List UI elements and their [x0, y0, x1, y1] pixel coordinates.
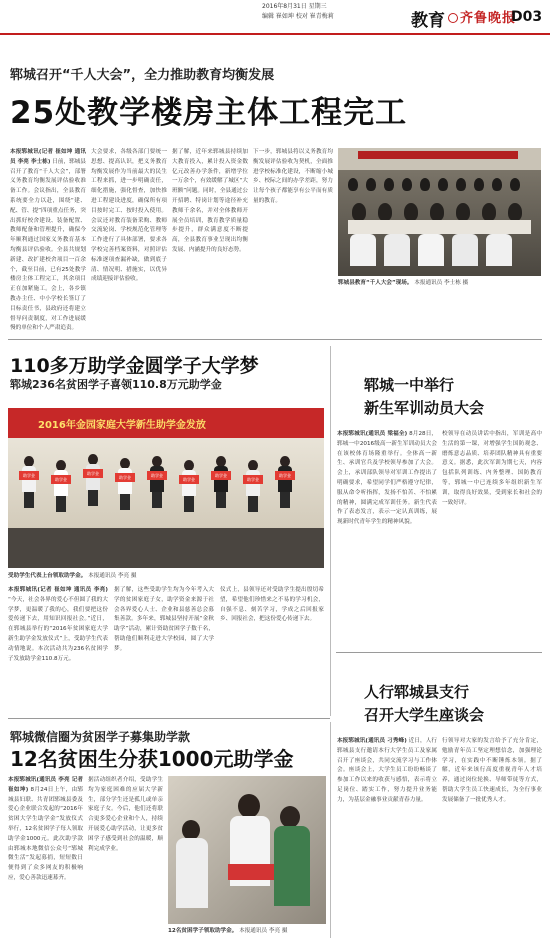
article1-column-2 [91, 148, 167, 332]
section-divider-2 [8, 718, 330, 719]
article4-photo [168, 776, 326, 924]
article1-kicker: 郓城召开“千人大会”，全力推助教育均衡发展 [10, 68, 275, 83]
logo-seal-icon [448, 13, 458, 23]
article4-col2-text: 据活动组织者介绍，受助学生均为家庭困难的应届大学新生，部分学生还是孤儿或单亲家庭子女。今后，他们还将联合更多爱心企业和个人，持续开展爱心助学活动，让更多贫困学子感受到社会的温暖，顺利完成学业。 [88, 777, 163, 852]
article4-photo-caption [168, 927, 328, 935]
article1-headline: 25处教学楼房主体工程完工 [10, 95, 408, 131]
article2-caption-credit: 本报通讯员 李亮 摄 [88, 573, 137, 579]
article5-headline-line2: 召开大学生座谈会 [364, 706, 485, 724]
article1-col4-text: 下一步，郓城县将以义务教育均衡发展评估验收为契机，全面推进学校标准化建设，不断缩小城乡、校际之间的办学差距，努力让每个孩子都能享有公平而有质量的教育。 [253, 149, 333, 204]
masthead-rule [0, 33, 550, 35]
article3-column-2 [442, 430, 542, 644]
column-divider-right [330, 346, 331, 716]
article4-byline: 本报郓城讯(通讯员 李亮 记者 崔如坤) [8, 777, 83, 793]
logo-text: 齐鲁晚报 [460, 11, 517, 26]
article2-col2-text: 据了解，这些受助学生均为今年考入大学的贫困家庭子女，助学资金来源于社会各界爱心人士、企业和县慈善总会募集善款。多年来，郓城县坚持开展“金秋助学”活动，累计资助贫困学子数千名，帮助他们顺利走进大学校园，圆了大学梦。 [114, 587, 214, 652]
article5-byline: 本报郓城讯(通讯员 刁秀峰) [337, 738, 407, 744]
newspaper-logo [448, 7, 516, 26]
article5-column-1 [337, 737, 437, 935]
article4-headline: 12名贫困生分获1000元助学金 [10, 747, 294, 771]
article2-photo: 2016年金园家庭大学新生助学金发放 助学金 助学金 助学金 助学金 助学金 助学金 助学金 助学金 助学金 [8, 408, 324, 568]
article1-caption-credit: 本报通讯员 李士栋 摄 [414, 280, 469, 286]
article5-col1-text: 近日，人行郓城县支行邀请本行大学生员工及家属召开了座谈会，共同交流学习与工作体会。座谈会上，大学生员工纷纷畅谈了参加工作以来的收获与感悟，表示将立足岗位、踏实工作，努力提升业务能力，为基层金融事业贡献青春力量。 [337, 738, 437, 803]
article1-photo [338, 148, 541, 276]
article3-col2-text: 校领导在动员讲话中指出，军训是高中生活的第一课，对增强学生国防观念、磨炼意志品质、培养团队精神具有重要意义。据悉，此次军训为期七天，内容包括队列训练、内务整理、国防教育等，郓城一中已连续多年组织新生军训，取得良好效果，受到家长和社会的一致好评。 [442, 431, 542, 506]
article2-byline: 本报郓城讯(记者 崔如坤 通讯员 李亮) [8, 587, 108, 593]
article2-column-2 [114, 586, 214, 694]
photo-stage-banner [358, 151, 518, 159]
article4-caption-text: 12名贫困学子领取助学金。 [168, 928, 238, 934]
article2-subhead: 郓城236名贫困学子喜领110.8万元助学金 [10, 378, 222, 391]
article4-kicker: 郓城微信圈为贫困学子募集助学款 [10, 730, 191, 744]
article4-col1-text: 8月24日上午，由郓城县妇联、共青团郓城县委及爱心企业联合发起的“2016年贫困大学生助学金”发放仪式举行，12名贫困学子每人领取助学金1000元。此次助学款由郓城本地微信公众号“郓城微生活”发起募捐，短短数日便得到了众多网友的积极响应，爱心善款迅速募齐。 [8, 786, 83, 881]
article1-column-3 [172, 148, 248, 332]
article1-column-4 [253, 148, 333, 332]
article4-caption-credit: 本报通讯员 李亮 摄 [239, 928, 288, 934]
page-number: D03 [511, 9, 543, 25]
article5-headline-line1: 人行郓城县支行 [364, 683, 470, 701]
article3-col1-text: 8月28日，郓城一中2016级高一新生军训动员大会在该校体育场隆重举行。全体高一新生、承训官兵及学校领导参加了大会。会上，承训部队领导对军训工作提出了明确要求，希望同学们严格遵守纪律，服从命令听指挥，发扬不怕苦、不怕累的精神，圆满完成军训任务。新生代表作了表态发言，表示一定认真训练，展现新时代青年学生的精神风貌。 [337, 431, 437, 526]
article2-column-1 [8, 586, 108, 694]
article1-col2-text: 大会要求，各级各部门要统一思想、提高认识，把义务教育均衡发展作为当前最大的民生工程来抓，进一步明确责任，细化措施，强化督查，加快推进工程建设进度，确保所有项目按时完工、按时投入使用。会议还对教育装备采购、教师交流轮岗、学校规范化管理等工作进行了具体部署，要求各学校完善档案资料，对照评估标准逐项查漏补缺，做到底子清、情况明、措施实，以优异成绩迎接评估验收。 [91, 149, 167, 283]
article4-column-1 [8, 776, 83, 936]
section-divider-1 [8, 339, 542, 340]
article1-col3-text: 据了解，近年来郓城县持续加大教育投入，累计投入资金数亿元改善办学条件，新增学位一万余个，有效缓解了城区“大班额”问题。同时，全县通过公开招聘、特岗计划等途径补充教师千余名，并对全体教师开展全员培训，教育教学质量稳步提升，群众满意度不断提高，全县教育事业呈现出均衡发展、内涵提升的良好态势。 [172, 149, 248, 253]
section-divider-right [336, 652, 542, 653]
article3-headline-line1: 郓城一中举行 [364, 376, 455, 394]
article1-caption-text: 郓城县教育“千人大会”现场。 [338, 280, 413, 286]
editor-credits: 编辑 崔如坤 校对 崔青梅莉 [262, 13, 334, 20]
article2-col1-text: “今天，社会各界的爱心不但圆了我的大学梦，更温暖了我的心，我们要把这份爱传递下去，用知识回报社会。”近日，在郓城县举行的“2016年贫困家庭大学新生助学金发放仪式”上，受助学生代表动情地说。本次活动共为236名贫困学子发放助学金110.8万元。 [8, 596, 108, 662]
article2-caption-text: 受助学生代表上台领取助学金。 [8, 573, 87, 579]
banner-text: 2016年金园家庭大学新生助学金发放 [38, 420, 206, 431]
photo-event-banner [8, 408, 324, 438]
article5-column-2 [442, 737, 542, 935]
article1-col1-text: 日前，郓城县召开了教育“千人大会”，部署义务教育均衡发展评估验收准备工作。会议指出，全县教育系统要全力以赴，围绕“建、配、管、提”四项重点任务，突出抓好校舍建设、装备配置、教师配备和管理提升，确保今年顺利通过国家义务教育基本均衡县评估验收。全县共规划新建、改扩建校舍项目一百余个，截至目前，已有25处教学楼房主体工程完工，其余项目正在加紧施工。会上，各乡镇教办主任、中小学校长签订了目标责任书，县政府还将建立督导问责制度，对工作进展缓慢的单位和个人严肃追责。 [10, 158, 86, 332]
article3-byline: 本报郓城讯(通讯员 梁福全) [337, 431, 408, 437]
issue-date: 2016年8月31日 星期三 [262, 3, 327, 10]
article4-column-2 [88, 776, 163, 936]
article1-photo-caption [338, 279, 543, 287]
article2-photo-caption [8, 572, 326, 580]
article1-column-1 [10, 148, 86, 332]
article2-headline: 110多万助学金圆学子大学梦 [10, 355, 259, 377]
article1-byline: 本报郓城讯(记者 崔如坤 通讯员 李亮 李士栋) [10, 149, 86, 165]
article3-column-1 [337, 430, 437, 644]
article5-col2-text: 行领导对大家的发言给予了充分肯定，勉励青年员工坚定理想信念，加强理论学习，在实践中不断锤炼本领。据了解，近年来该行高度重视青年人才培养，通过岗位轮换、导师带徒等方式，帮助大学生员工快速成长，为全行事业发展储备了一批优秀人才。 [442, 738, 542, 803]
column-divider-bottom [330, 722, 331, 938]
article3-headline-line2: 新生军训动员大会 [364, 399, 485, 417]
article2-col3-text: 仪式上，县领导还对受助学生提出殷切希望，希望他们珍惜来之不易的学习机会，自强不息、刻苦学习，学成之后回报家乡、回报社会，把这份爱心传递下去。 [220, 587, 324, 623]
masthead [0, 0, 550, 34]
section-title: 教育 [411, 11, 445, 31]
article2-column-3 [220, 586, 324, 694]
